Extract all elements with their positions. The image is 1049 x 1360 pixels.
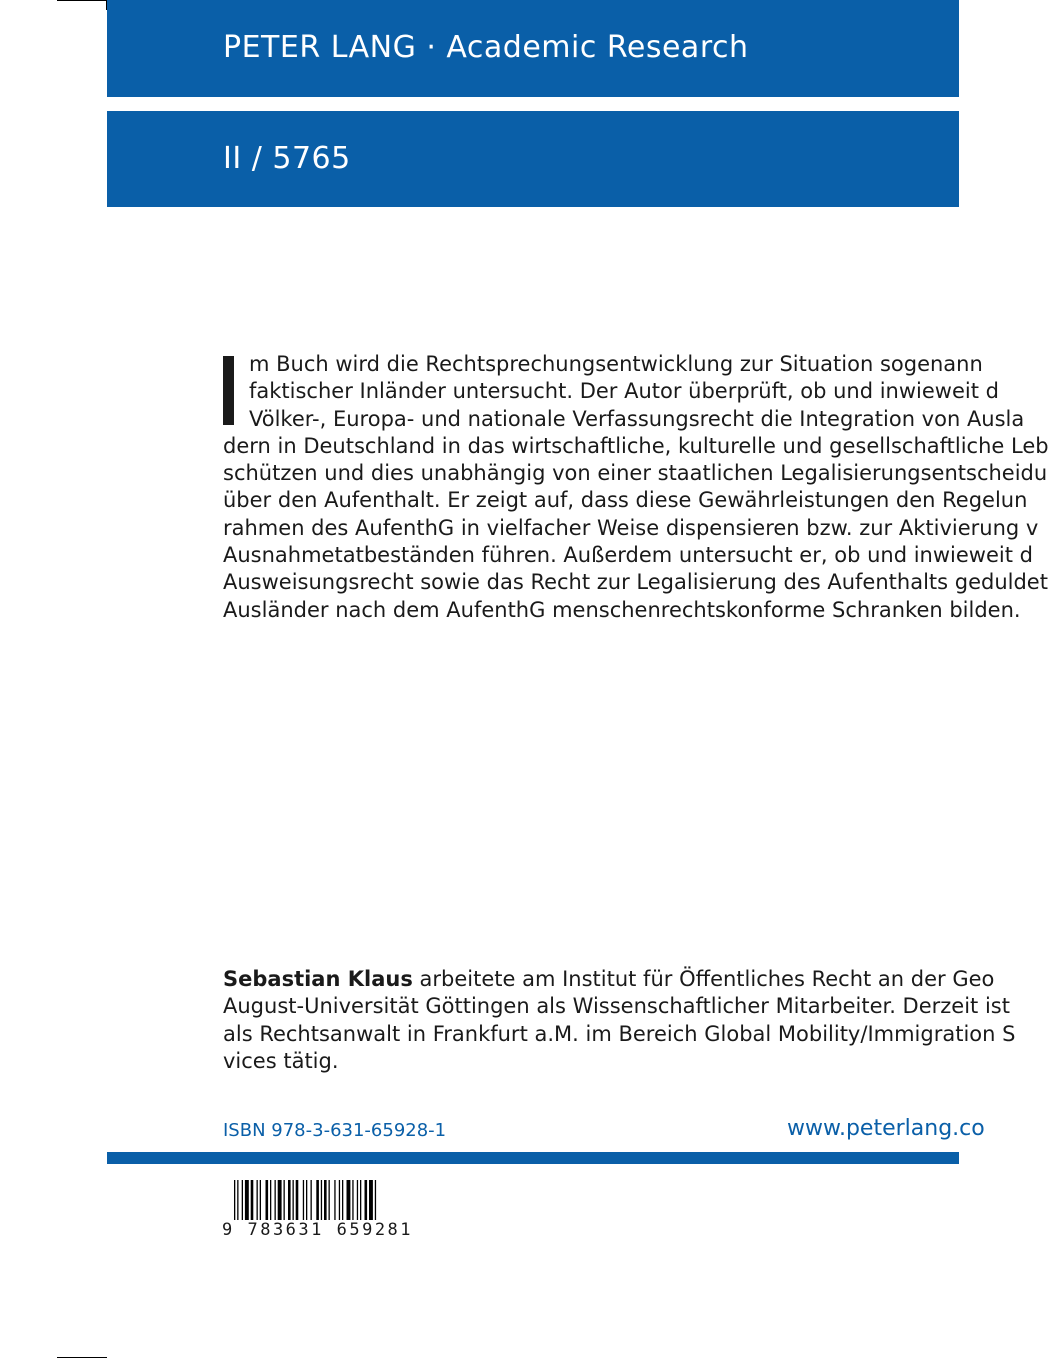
description-line: Ausnahmetatbeständen führen. Außerdem untersucht er, ob und inwieweit d <box>223 543 1033 568</box>
crop-mark-bottom <box>57 1357 107 1358</box>
author-line: August-Universität Göttingen als Wissenschaftlicher Mitarbeiter. Derzeit ist <box>223 994 1010 1019</box>
volume-band <box>107 111 959 207</box>
author-bio <box>223 966 1015 1075</box>
volume-number: II / 5765 <box>223 141 351 176</box>
barcode-number: 9 783631 659281 <box>222 1220 422 1240</box>
description-line: Völker-, Europa- und nationale Verfassungsrecht die Integration von Ausla <box>249 406 1025 431</box>
crop-mark-top <box>57 0 107 1</box>
series-band <box>107 0 959 97</box>
description-line: m Buch wird die Rechtsprechungsentwicklung zur Situation sogenann <box>249 352 983 376</box>
author-line: als Rechtsanwalt in Frankfurt a.M. im Bereich Global Mobility/Immigration S <box>223 1021 1016 1046</box>
description-line: Ausländer nach dem AufenthG menschenrechtskonforme Schranken bilden. <box>223 597 1021 622</box>
book-description <box>223 351 1049 624</box>
description-line: faktischer Inländer untersucht. Der Autor überprüft, ob und inwieweit d <box>249 379 999 404</box>
description-line: über den Aufenthalt. Er zeigt auf, dass diese Gewährleistungen den Regelun <box>223 488 1028 513</box>
author-name: Sebastian Klaus <box>223 967 413 991</box>
publisher-url[interactable]: www.peterlang.co <box>787 1116 985 1141</box>
description-line: Ausweisungsrecht sowie das Recht zur Legalisierung des Aufenthalts geduldet <box>223 570 1048 595</box>
footer-rule <box>107 1152 959 1164</box>
author-line <box>223 966 1015 993</box>
description-line: dern in Deutschland in das wirtschaftliche, kulturelle und gesellschaftliche Leb <box>223 433 1049 458</box>
author-line: vices tätig. <box>223 1048 339 1073</box>
series-title: PETER LANG · Academic Research <box>223 30 749 65</box>
description-line: schützen und dies unabhängig von einer staatlichen Legalisierungsentscheidu <box>223 461 1048 486</box>
isbn-label: ISBN 978-3-631-65928-1 <box>223 1120 447 1141</box>
author-line-text: arbeitete am Institut für Öffentliches Recht an der Geo <box>412 967 995 991</box>
description-line: rahmen des AufenthG in vielfacher Weise dispensieren bzw. zur Aktivierung v <box>223 515 1039 540</box>
